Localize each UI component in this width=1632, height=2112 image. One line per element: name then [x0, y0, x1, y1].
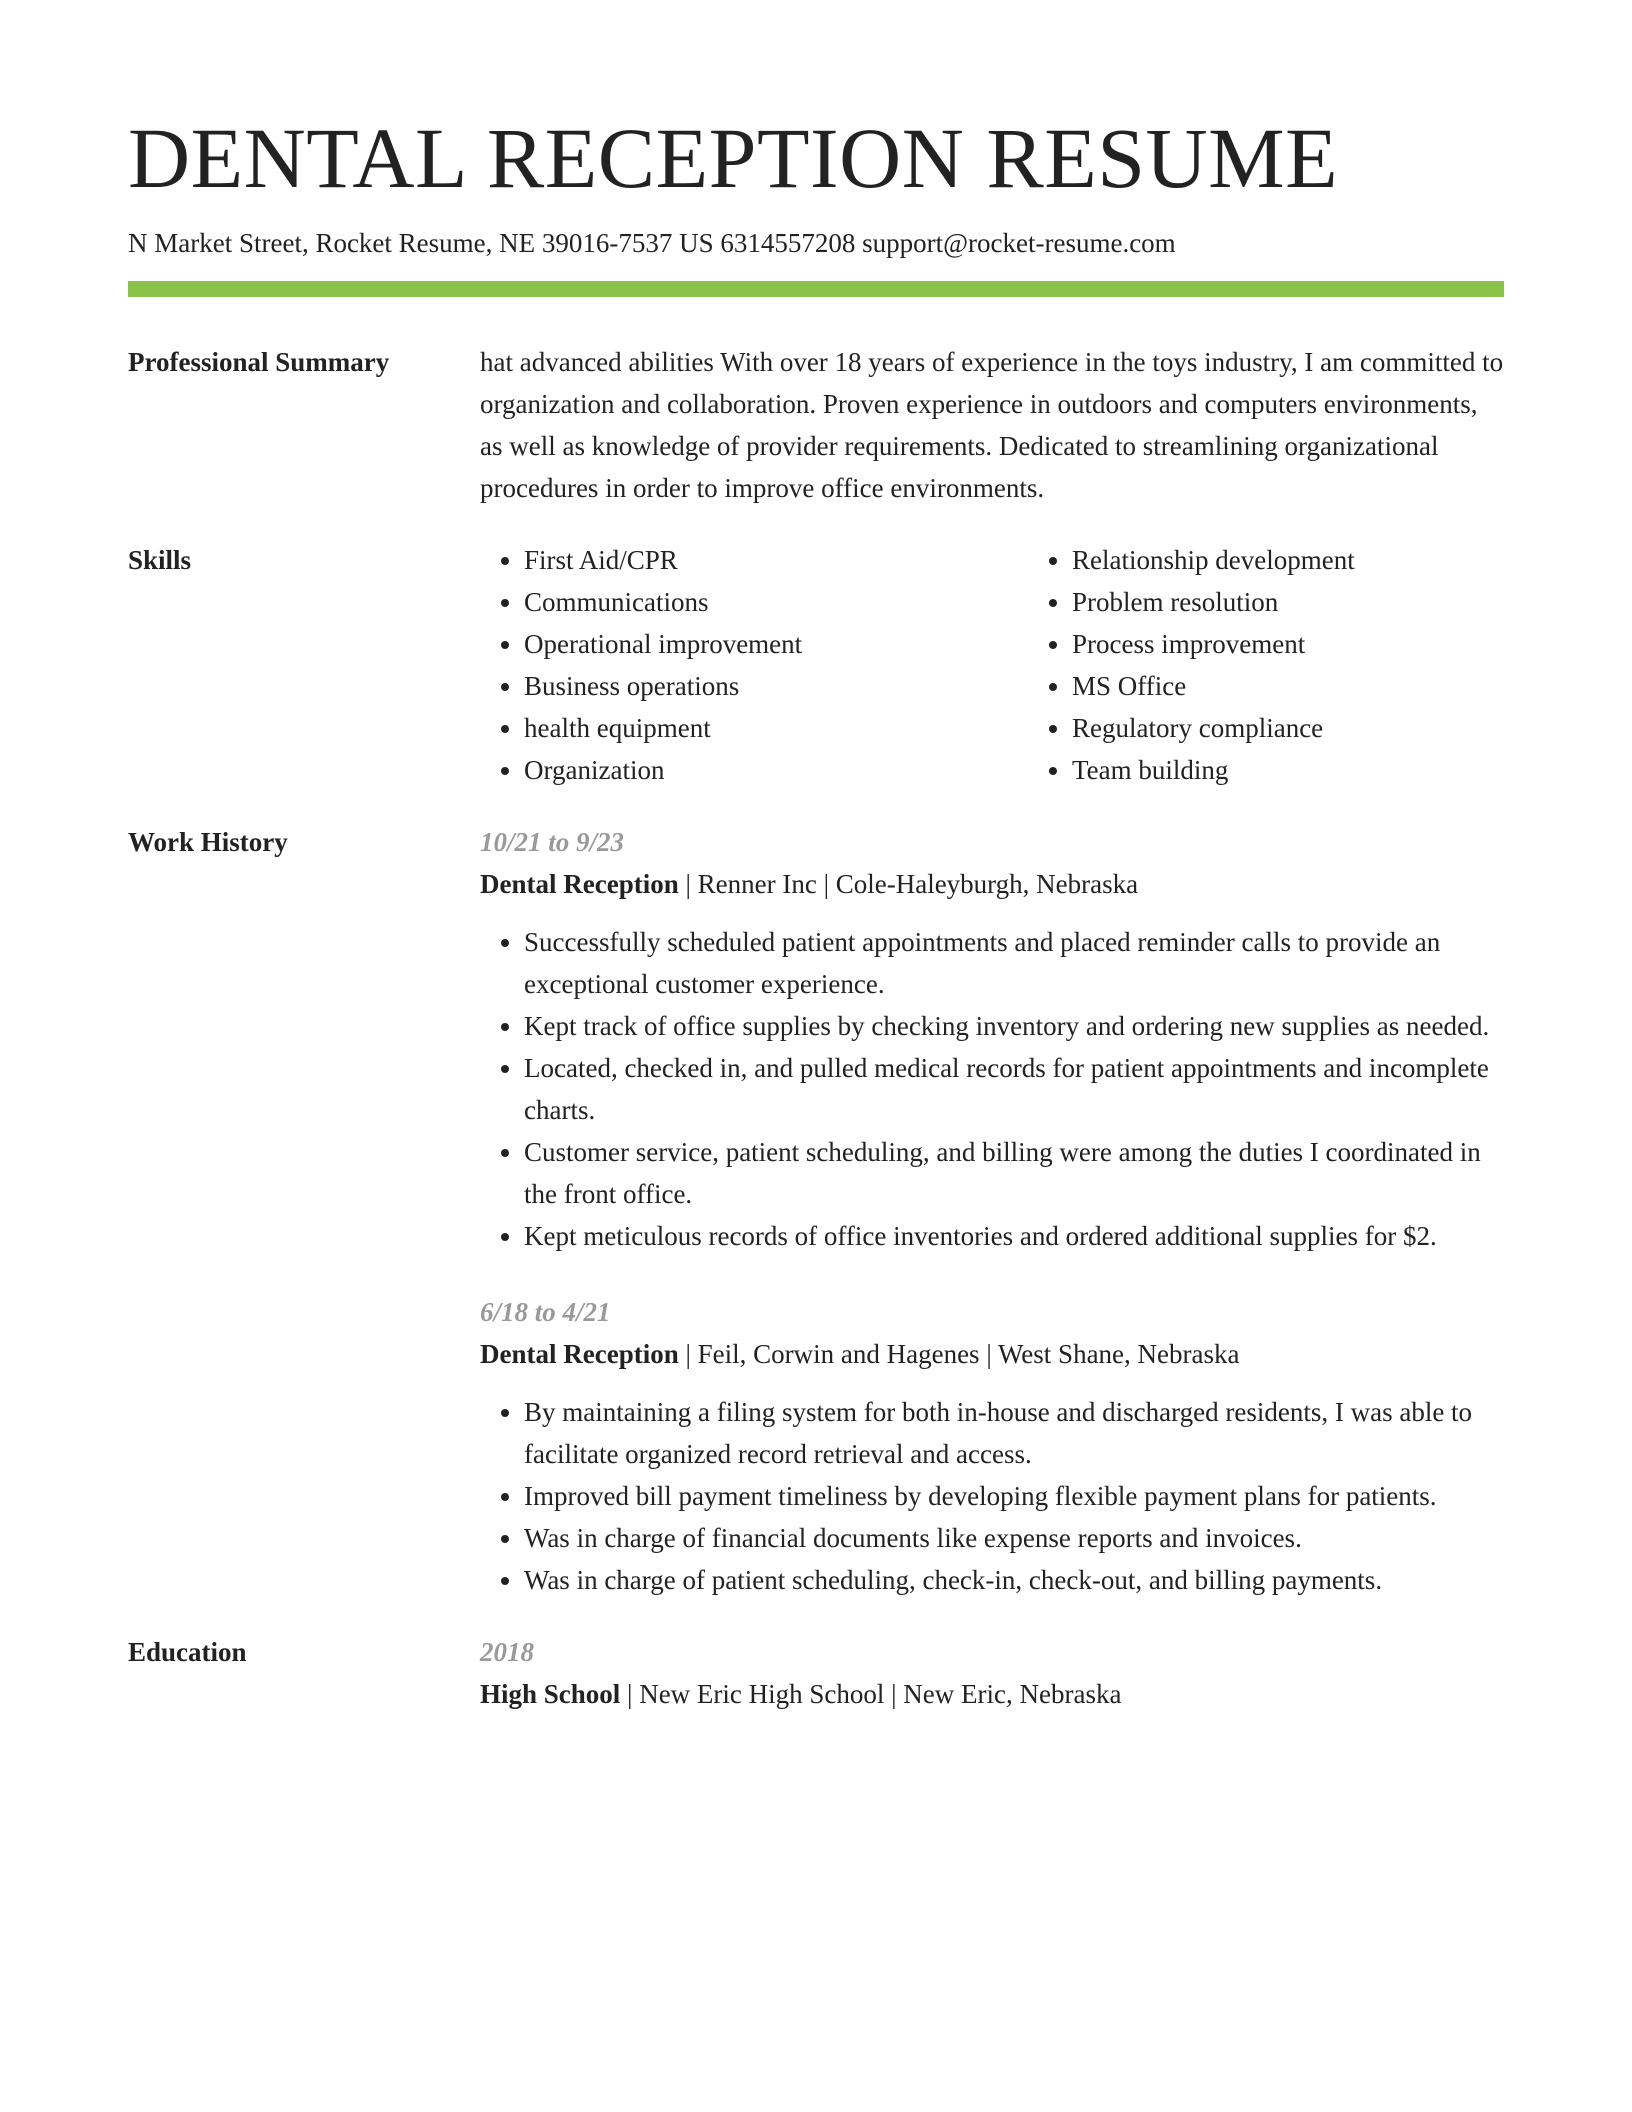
education-school-location: | New Eric High School | New Eric, Nebraska: [620, 1679, 1122, 1710]
resume-page: [128, 110, 1504, 1745]
skills-heading: Skills: [128, 545, 192, 576]
job-bullet: • Customer service, patient scheduling, and billing were among the duties I coordinated in the front office.: [524, 1131, 1504, 1215]
resume-title: DENTAL RECEPTION RESUME: [128, 110, 1339, 206]
job-bullet: • Was in charge of financial documents like expense reports and invoices.: [524, 1517, 1504, 1559]
job-bullet: • Located, checked in, and pulled medical records for patient appointments and incomplete charts.: [524, 1047, 1504, 1131]
job-employer-location: | Renner Inc | Cole-Haleyburgh, Nebraska: [678, 869, 1139, 900]
education-line: [480, 1673, 1504, 1715]
job-title-line: [480, 1333, 1504, 1375]
work-history-body: [480, 821, 1504, 1601]
job-dates: 10/21 to 9/23: [480, 827, 625, 858]
education-section: [128, 1631, 1504, 1715]
skill-item: • Operational improvement: [524, 623, 1028, 665]
contact-line: N Market Street, Rocket Resume, NE 39016-7537 US 6314557208 support@rocket-resume.com: [128, 228, 1176, 259]
education-degree: High School: [480, 1679, 621, 1710]
education-heading: Education: [128, 1637, 247, 1668]
skill-item: • Problem resolution: [1072, 581, 1576, 623]
job-bullet: • Kept meticulous records of office inventories and ordered additional supplies for $2.: [524, 1215, 1504, 1257]
skill-item: • Business operations: [524, 665, 1028, 707]
job-bullets: [480, 1391, 1504, 1601]
job-entry: [480, 821, 1504, 1257]
job-dates: 6/18 to 4/21: [480, 1297, 611, 1328]
job-role: Dental Reception: [480, 869, 679, 900]
skills-list-right: [1028, 539, 1576, 791]
skills-list-left: [480, 539, 1028, 791]
summary-heading: Professional Summary: [128, 347, 390, 378]
job-bullet: • By maintaining a filing system for both in-house and discharged residents, I was able to facilitate organized record retrieval and access.: [524, 1391, 1504, 1475]
job-bullet: • Was in charge of patient scheduling, check-in, check-out, and billing payments.: [524, 1559, 1504, 1601]
summary-section: [128, 341, 1504, 509]
job-bullet: • Kept track of office supplies by checking inventory and ordering new supplies as needed.: [524, 1005, 1504, 1047]
work-history-section: [128, 821, 1504, 1601]
education-date: 2018: [480, 1637, 534, 1668]
job-entry: [480, 1291, 1504, 1601]
skill-item: • Organization: [524, 749, 1028, 791]
skill-item: • First Aid/CPR: [524, 539, 1028, 581]
skills-body: [480, 539, 1576, 791]
skills-grid: [480, 539, 1576, 791]
skill-item: • health equipment: [524, 707, 1028, 749]
job-bullet: • Successfully scheduled patient appointments and placed reminder calls to provide an exceptional customer experience.: [524, 921, 1504, 1005]
job-title-line: [480, 863, 1504, 905]
skill-item: • Team building: [1072, 749, 1576, 791]
accent-divider: [128, 281, 1504, 297]
skill-item: • Regulatory compliance: [1072, 707, 1576, 749]
job-bullet: • Improved bill payment timeliness by developing flexible payment plans for patients.: [524, 1475, 1504, 1517]
job-employer-location: | Feil, Corwin and Hagenes | West Shane, Nebraska: [678, 1339, 1240, 1370]
job-role: Dental Reception: [480, 1339, 679, 1370]
skill-item: • Relationship development: [1072, 539, 1576, 581]
skill-item: • Communications: [524, 581, 1028, 623]
education-body: [480, 1631, 1504, 1715]
skill-item: • MS Office: [1072, 665, 1576, 707]
job-bullets: [480, 921, 1504, 1257]
skill-item: • Process improvement: [1072, 623, 1576, 665]
skills-section: [128, 539, 1504, 791]
summary-text: hat advanced abilities With over 18 years of experience in the toys industry, I am committed to organization and collaboration. Proven experience in outdoors and computers environments, as well as knowledge of provider requirements. Dedicated to streamlining organizational procedures in order to improve office environments.: [480, 347, 1504, 504]
summary-body: [480, 341, 1504, 509]
work-history-heading: Work History: [128, 827, 288, 858]
